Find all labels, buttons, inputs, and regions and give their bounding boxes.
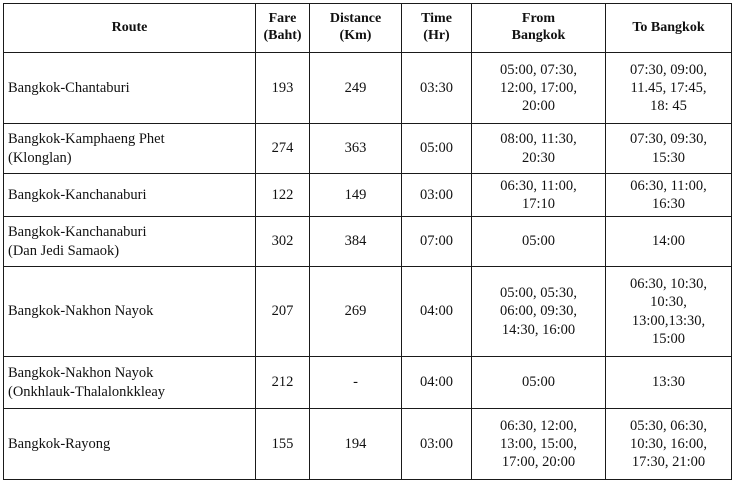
departure-times-line: 14:30, 16:00 — [501, 321, 576, 338]
route-cell — [4, 217, 256, 267]
table-row — [4, 174, 732, 217]
route-name: Bangkok-Chantaburi — [8, 79, 130, 96]
route-cell — [4, 409, 256, 480]
bus-schedule-table — [3, 3, 732, 480]
return-times-line: 07:30, 09:30, — [630, 131, 707, 148]
route-cell — [4, 124, 256, 174]
return-times-line: 13:00,13:30, — [631, 312, 706, 329]
return-times-line: 18: 45 — [650, 98, 687, 115]
from-bangkok-cell — [472, 174, 606, 217]
departure-times-line: 06:30, 11:00, — [500, 177, 577, 194]
departure-times-line: 08:00, 11:30, — [500, 131, 577, 148]
header-distance — [310, 4, 402, 53]
to-bangkok-cell — [606, 357, 732, 409]
fare-cell: 193 — [256, 53, 310, 124]
departure-times-line: 20:00 — [521, 98, 556, 115]
return-times-line: 06:30, 10:30, — [630, 276, 707, 293]
header-fare-line-1: Fare — [268, 11, 297, 27]
route-cell — [4, 357, 256, 409]
header-distance-line-1: Distance — [329, 11, 382, 27]
time-cell: 04:00 — [402, 267, 472, 357]
header-route-line: Route — [111, 19, 148, 35]
route-name: Bangkok-Kanchanaburi — [8, 224, 147, 241]
header-route — [4, 4, 256, 53]
route-subname: (Klonglan) — [8, 149, 72, 166]
header-from-line-2: Bangkok — [511, 28, 566, 43]
header-row — [4, 4, 732, 53]
fare-cell: 274 — [256, 124, 310, 174]
distance-cell: 149 — [310, 174, 402, 217]
table-row — [4, 357, 732, 409]
time-cell: 03:00 — [402, 174, 472, 217]
fare-cell: 207 — [256, 267, 310, 357]
route-name: Bangkok-Kamphaeng Phet — [8, 131, 165, 148]
distance-cell: 194 — [310, 409, 402, 480]
distance-cell: 249 — [310, 53, 402, 124]
header-time-line-1: Time — [421, 11, 452, 27]
departure-times-line: 13:00, 15:00, — [500, 435, 577, 452]
header-fare-line-2: (Baht) — [263, 28, 302, 43]
from-bangkok-cell — [472, 53, 606, 124]
route-name: Bangkok-Kanchanaburi — [8, 186, 147, 203]
to-bangkok-cell — [606, 53, 732, 124]
time-cell: 04:00 — [402, 357, 472, 409]
route-cell — [4, 174, 256, 217]
time-cell: 03:30 — [402, 53, 472, 124]
fare-cell: 302 — [256, 217, 310, 267]
departure-times-line: 05:00 — [521, 374, 556, 391]
table-row — [4, 267, 732, 357]
route-name: Bangkok-Rayong — [8, 435, 111, 452]
distance-cell: 363 — [310, 124, 402, 174]
fare-cell: 122 — [256, 174, 310, 217]
from-bangkok-cell — [472, 357, 606, 409]
time-cell: 05:00 — [402, 124, 472, 174]
return-times-line: 16:30 — [651, 196, 686, 212]
from-bangkok-cell — [472, 124, 606, 174]
table-row — [4, 217, 732, 267]
time-cell: 03:00 — [402, 409, 472, 480]
to-bangkok-cell — [606, 217, 732, 267]
return-times-line: 10:30, 16:00, — [630, 435, 707, 452]
route-subname: (Onkhlauk-Thalalonkkleay — [8, 383, 166, 400]
route-cell — [4, 267, 256, 357]
return-times-line: 06:30, 11:00, — [630, 177, 707, 194]
distance-cell: 384 — [310, 217, 402, 267]
from-bangkok-cell — [472, 217, 606, 267]
to-bangkok-cell — [606, 267, 732, 357]
from-bangkok-cell — [472, 409, 606, 480]
header-from-bangkok — [472, 4, 606, 53]
from-bangkok-cell — [472, 267, 606, 357]
return-times-line: 10:30, — [650, 294, 687, 311]
header-from-line-1: From — [521, 11, 556, 27]
fare-cell: 212 — [256, 357, 310, 409]
to-bangkok-cell — [606, 409, 732, 480]
departure-times-line: 17:10 — [521, 196, 556, 212]
departure-times-line: 20:30 — [521, 149, 556, 166]
fare-cell: 155 — [256, 409, 310, 480]
return-times-line: 14:00 — [651, 233, 686, 250]
departure-times-line: 05:00, 05:30, — [500, 285, 577, 302]
header-fare — [256, 4, 310, 53]
route-cell — [4, 53, 256, 124]
departure-times-line: 06:00, 09:30, — [500, 303, 577, 320]
header-time — [402, 4, 472, 53]
return-times-line: 11.45, 17:45, — [630, 79, 707, 96]
return-times-line: 07:30, 09:00, — [630, 61, 707, 78]
departure-times-line: 05:00, 07:30, — [500, 61, 577, 78]
distance-cell: - — [310, 357, 402, 409]
return-times-line: 13:30 — [651, 374, 686, 391]
route-name: Bangkok-Nakhon Nayok — [8, 303, 154, 320]
departure-times-line: 06:30, 12:00, — [500, 417, 577, 434]
departure-times-line: 12:00, 17:00, — [500, 79, 577, 96]
return-times-line: 15:30 — [651, 149, 686, 166]
return-times-line: 05:30, 06:30, — [630, 417, 707, 434]
table-row — [4, 53, 732, 124]
to-bangkok-cell — [606, 174, 732, 217]
header-to-line-1: To Bangkok — [632, 19, 705, 35]
header-distance-line-2: (Km) — [339, 28, 372, 43]
table-row — [4, 409, 732, 480]
departure-times-line: 05:00 — [521, 233, 556, 250]
return-times-line: 15:00 — [651, 330, 686, 347]
time-cell: 07:00 — [402, 217, 472, 267]
header-to-bangkok — [606, 4, 732, 53]
departure-times-line: 17:00, 20:00 — [501, 454, 576, 471]
header-time-line-2: (Hr) — [423, 28, 450, 43]
return-times-line: 17:30, 21:00 — [631, 454, 706, 471]
route-name: Bangkok-Nakhon Nayok — [8, 365, 154, 382]
route-subname: (Dan Jedi Samaok) — [8, 242, 120, 259]
table-row — [4, 124, 732, 174]
distance-cell: 269 — [310, 267, 402, 357]
to-bangkok-cell — [606, 124, 732, 174]
